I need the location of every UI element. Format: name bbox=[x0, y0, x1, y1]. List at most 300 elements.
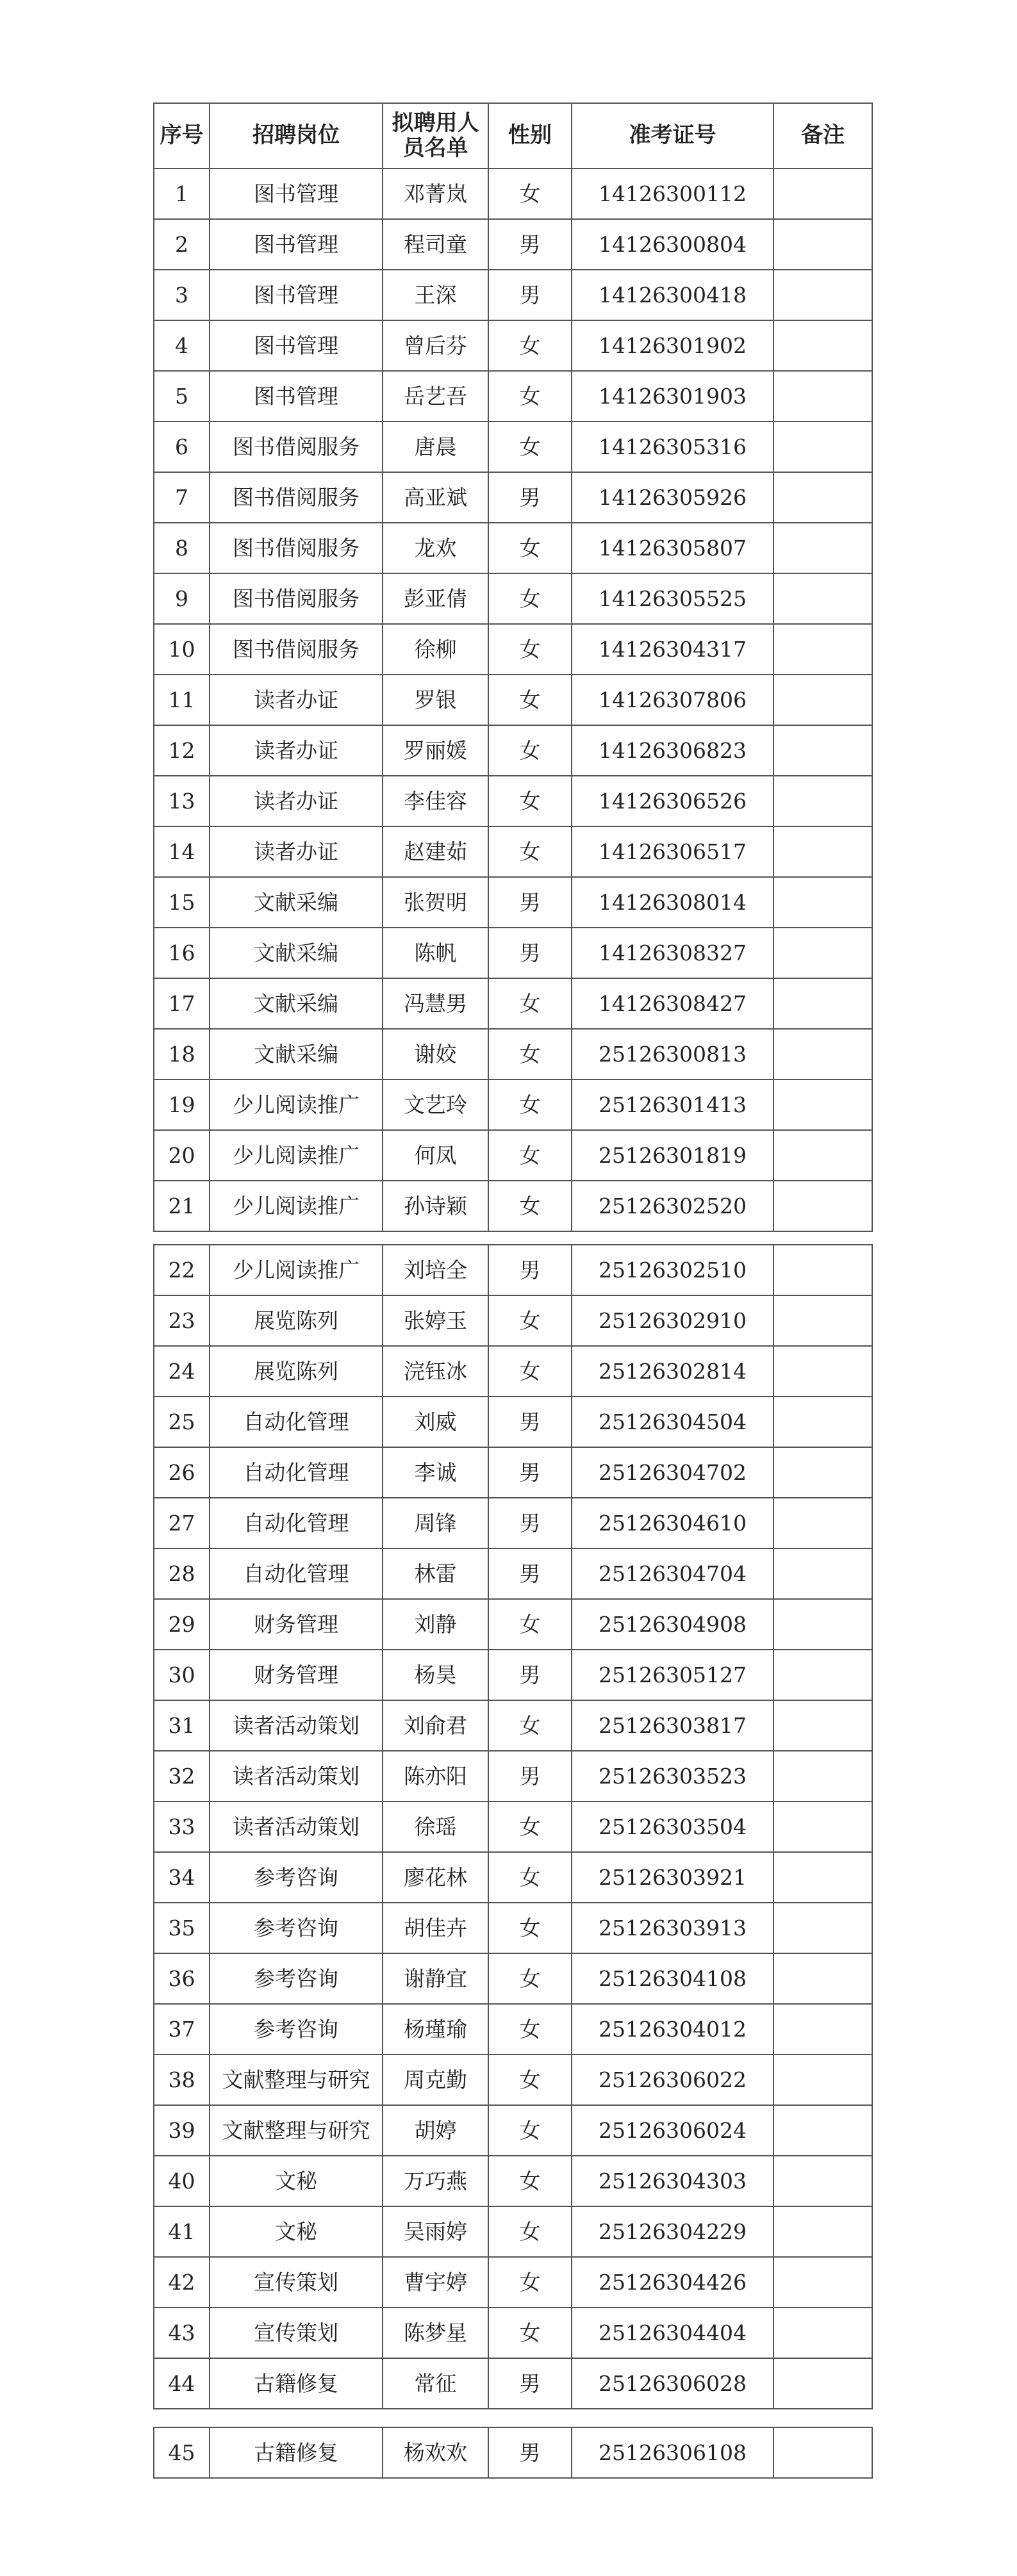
cell-position: 读者办证 bbox=[210, 776, 383, 826]
cell-name: 罗银 bbox=[383, 675, 488, 725]
table-row bbox=[154, 1346, 872, 1397]
cell-position: 文献采编 bbox=[210, 1029, 383, 1079]
cell-name: 刘静 bbox=[383, 1599, 488, 1650]
cell-exam-id: 25126304404 bbox=[572, 2308, 773, 2358]
table-row bbox=[154, 1801, 872, 1852]
cell-gender: 女 bbox=[488, 2257, 572, 2308]
cell-serial: 30 bbox=[154, 1650, 210, 1700]
cell-serial: 14 bbox=[154, 826, 210, 877]
cell-gender: 男 bbox=[488, 1650, 572, 1700]
cell-remarks bbox=[773, 978, 872, 1029]
cell-serial: 32 bbox=[154, 1751, 210, 1801]
table-row bbox=[154, 1953, 872, 2004]
cell-exam-id: 25126303504 bbox=[572, 1801, 773, 1852]
header-candidate-name: 拟聘用人员名单 bbox=[383, 103, 488, 168]
cell-name: 刘威 bbox=[383, 1397, 488, 1447]
cell-remarks bbox=[773, 371, 872, 422]
table-row bbox=[154, 725, 872, 776]
cell-position: 财务管理 bbox=[210, 1650, 383, 1700]
cell-remarks bbox=[773, 1079, 872, 1130]
cell-serial: 41 bbox=[154, 2206, 210, 2257]
table-row bbox=[154, 2004, 872, 2055]
table-row bbox=[154, 219, 872, 270]
cell-gender: 女 bbox=[488, 2156, 572, 2206]
cell-position: 参考咨询 bbox=[210, 1953, 383, 2004]
cell-remarks bbox=[773, 1599, 872, 1650]
table-row bbox=[154, 1650, 872, 1700]
cell-remarks bbox=[773, 472, 872, 523]
cell-name: 周克勤 bbox=[383, 2055, 488, 2105]
cell-gender: 女 bbox=[488, 1801, 572, 1852]
cell-name: 万巧燕 bbox=[383, 2156, 488, 2206]
cell-name: 吴雨婷 bbox=[383, 2206, 488, 2257]
cell-serial: 31 bbox=[154, 1700, 210, 1751]
cell-position: 文秘 bbox=[210, 2206, 383, 2257]
cell-name: 彭亚倩 bbox=[383, 573, 488, 624]
cell-gender: 男 bbox=[488, 1397, 572, 1447]
cell-serial: 39 bbox=[154, 2105, 210, 2156]
table-row bbox=[154, 1548, 872, 1599]
cell-gender: 女 bbox=[488, 675, 572, 725]
table-row bbox=[154, 1903, 872, 1953]
cell-position: 文献采编 bbox=[210, 928, 383, 978]
cell-position: 读者活动策划 bbox=[210, 1801, 383, 1852]
cell-remarks bbox=[773, 2308, 872, 2358]
cell-serial: 45 bbox=[154, 2427, 210, 2478]
cell-serial: 33 bbox=[154, 1801, 210, 1852]
cell-exam-id: 25126304303 bbox=[572, 2156, 773, 2206]
cell-position: 图书借阅服务 bbox=[210, 523, 383, 573]
cell-name: 周锋 bbox=[383, 1498, 488, 1548]
table-row bbox=[154, 776, 872, 826]
cell-name: 冯慧男 bbox=[383, 978, 488, 1029]
table-row bbox=[154, 2308, 872, 2358]
table-row bbox=[154, 168, 872, 219]
cell-serial: 29 bbox=[154, 1599, 210, 1650]
cell-serial: 17 bbox=[154, 978, 210, 1029]
cell-serial: 11 bbox=[154, 675, 210, 725]
cell-serial: 7 bbox=[154, 472, 210, 523]
cell-exam-id: 25126304108 bbox=[572, 1953, 773, 2004]
cell-exam-id: 14126308327 bbox=[572, 928, 773, 978]
cell-gender: 男 bbox=[488, 928, 572, 978]
cell-name: 罗丽媛 bbox=[383, 725, 488, 776]
cell-position: 读者活动策划 bbox=[210, 1700, 383, 1751]
cell-name: 林雷 bbox=[383, 1548, 488, 1599]
table-row bbox=[154, 422, 872, 472]
cell-gender: 女 bbox=[488, 1029, 572, 1079]
cell-gender: 男 bbox=[488, 270, 572, 320]
cell-remarks bbox=[773, 2257, 872, 2308]
cell-exam-id: 25126306024 bbox=[572, 2105, 773, 2156]
cell-remarks bbox=[773, 1548, 872, 1599]
cell-exam-id: 25126306028 bbox=[572, 2358, 773, 2409]
cell-gender: 女 bbox=[488, 168, 572, 219]
cell-exam-id: 14126306526 bbox=[572, 776, 773, 826]
cell-exam-id: 14126306517 bbox=[572, 826, 773, 877]
cell-gender: 女 bbox=[488, 371, 572, 422]
cell-serial: 38 bbox=[154, 2055, 210, 2105]
cell-exam-id: 14126304317 bbox=[572, 624, 773, 675]
cell-serial: 6 bbox=[154, 422, 210, 472]
cell-serial: 23 bbox=[154, 1295, 210, 1346]
cell-gender: 男 bbox=[488, 2358, 572, 2409]
cell-name: 徐瑶 bbox=[383, 1801, 488, 1852]
cell-exam-id: 14126308014 bbox=[572, 877, 773, 928]
cell-remarks bbox=[773, 928, 872, 978]
cell-gender: 女 bbox=[488, 725, 572, 776]
cell-position: 参考咨询 bbox=[210, 1903, 383, 1953]
cell-exam-id: 14126305926 bbox=[572, 472, 773, 523]
cell-remarks bbox=[773, 219, 872, 270]
cell-position: 参考咨询 bbox=[210, 2004, 383, 2055]
cell-exam-id: 14126305807 bbox=[572, 523, 773, 573]
cell-serial: 36 bbox=[154, 1953, 210, 2004]
cell-serial: 15 bbox=[154, 877, 210, 928]
cell-exam-id: 25126303523 bbox=[572, 1751, 773, 1801]
cell-serial: 13 bbox=[154, 776, 210, 826]
table-row bbox=[154, 1852, 872, 1903]
cell-exam-id: 25126305127 bbox=[572, 1650, 773, 1700]
cell-name: 廖花林 bbox=[383, 1852, 488, 1903]
cell-name: 浣钰冰 bbox=[383, 1346, 488, 1397]
cell-name: 刘俞君 bbox=[383, 1700, 488, 1751]
cell-remarks bbox=[773, 270, 872, 320]
cell-gender: 女 bbox=[488, 776, 572, 826]
cell-gender: 女 bbox=[488, 2206, 572, 2257]
table-row bbox=[154, 624, 872, 675]
cell-name: 邓菁岚 bbox=[383, 168, 488, 219]
cell-gender: 女 bbox=[488, 624, 572, 675]
cell-exam-id: 14126305525 bbox=[572, 573, 773, 624]
cell-gender: 女 bbox=[488, 2004, 572, 2055]
cell-position: 自动化管理 bbox=[210, 1498, 383, 1548]
cell-position: 少儿阅读推广 bbox=[210, 1181, 383, 1231]
cell-name: 程司童 bbox=[383, 219, 488, 270]
cell-serial: 24 bbox=[154, 1346, 210, 1397]
cell-remarks bbox=[773, 1700, 872, 1751]
cell-gender: 男 bbox=[488, 1751, 572, 1801]
cell-gender: 女 bbox=[488, 2055, 572, 2105]
cell-serial: 20 bbox=[154, 1130, 210, 1181]
cell-gender: 女 bbox=[488, 1181, 572, 1231]
cell-gender: 女 bbox=[488, 1295, 572, 1346]
cell-name: 杨昊 bbox=[383, 1650, 488, 1700]
cell-name: 曹宇婷 bbox=[383, 2257, 488, 2308]
cell-position: 图书借阅服务 bbox=[210, 472, 383, 523]
hire-list-table-part-2 bbox=[153, 1244, 873, 2409]
cell-serial: 9 bbox=[154, 573, 210, 624]
cell-name: 岳艺吾 bbox=[383, 371, 488, 422]
cell-serial: 1 bbox=[154, 168, 210, 219]
cell-exam-id: 25126304610 bbox=[572, 1498, 773, 1548]
cell-position: 文秘 bbox=[210, 2156, 383, 2206]
cell-position: 少儿阅读推广 bbox=[210, 1079, 383, 1130]
cell-serial: 37 bbox=[154, 2004, 210, 2055]
cell-position: 读者办证 bbox=[210, 725, 383, 776]
table-row bbox=[154, 675, 872, 725]
cell-position: 自动化管理 bbox=[210, 1397, 383, 1447]
cell-position: 图书管理 bbox=[210, 371, 383, 422]
cell-serial: 35 bbox=[154, 1903, 210, 1953]
cell-remarks bbox=[773, 1953, 872, 2004]
cell-name: 王深 bbox=[383, 270, 488, 320]
cell-exam-id: 25126302510 bbox=[572, 1245, 773, 1295]
cell-gender: 女 bbox=[488, 1130, 572, 1181]
cell-exam-id: 14126300112 bbox=[572, 168, 773, 219]
cell-remarks bbox=[773, 320, 872, 371]
hire-list-table-part-1 bbox=[153, 103, 873, 1232]
cell-position: 古籍修复 bbox=[210, 2358, 383, 2409]
cell-remarks bbox=[773, 1447, 872, 1498]
table-row bbox=[154, 2105, 872, 2156]
cell-name: 陈亦阳 bbox=[383, 1751, 488, 1801]
cell-gender: 女 bbox=[488, 1599, 572, 1650]
cell-remarks bbox=[773, 624, 872, 675]
header-gender: 性别 bbox=[488, 103, 572, 168]
cell-position: 文献整理与研究 bbox=[210, 2055, 383, 2105]
cell-exam-id: 25126304704 bbox=[572, 1548, 773, 1599]
cell-position: 展览陈列 bbox=[210, 1295, 383, 1346]
table-row bbox=[154, 1181, 872, 1231]
cell-remarks bbox=[773, 1295, 872, 1346]
table-row bbox=[154, 1700, 872, 1751]
table-row bbox=[154, 2358, 872, 2409]
cell-position: 古籍修复 bbox=[210, 2427, 383, 2478]
cell-exam-id: 25126304229 bbox=[572, 2206, 773, 2257]
cell-position: 图书借阅服务 bbox=[210, 422, 383, 472]
cell-serial: 43 bbox=[154, 2308, 210, 2358]
table-row bbox=[154, 371, 872, 422]
cell-remarks bbox=[773, 2105, 872, 2156]
cell-name: 龙欢 bbox=[383, 523, 488, 573]
table-row bbox=[154, 320, 872, 371]
cell-exam-id: 25126304504 bbox=[572, 1397, 773, 1447]
table-row bbox=[154, 1245, 872, 1295]
table-row bbox=[154, 1498, 872, 1548]
cell-position: 自动化管理 bbox=[210, 1447, 383, 1498]
cell-remarks bbox=[773, 2156, 872, 2206]
cell-remarks bbox=[773, 2055, 872, 2105]
cell-remarks bbox=[773, 523, 872, 573]
table-row bbox=[154, 472, 872, 523]
cell-position: 图书管理 bbox=[210, 168, 383, 219]
cell-serial: 44 bbox=[154, 2358, 210, 2409]
cell-serial: 27 bbox=[154, 1498, 210, 1548]
cell-position: 读者办证 bbox=[210, 675, 383, 725]
cell-gender: 女 bbox=[488, 1079, 572, 1130]
cell-name: 唐晨 bbox=[383, 422, 488, 472]
cell-gender: 男 bbox=[488, 1245, 572, 1295]
cell-name: 常征 bbox=[383, 2358, 488, 2409]
cell-serial: 22 bbox=[154, 1245, 210, 1295]
cell-position: 图书借阅服务 bbox=[210, 573, 383, 624]
cell-serial: 3 bbox=[154, 270, 210, 320]
cell-serial: 42 bbox=[154, 2257, 210, 2308]
cell-name: 杨瑾瑜 bbox=[383, 2004, 488, 2055]
cell-exam-id: 25126300813 bbox=[572, 1029, 773, 1079]
table-row bbox=[154, 523, 872, 573]
cell-remarks bbox=[773, 725, 872, 776]
cell-gender: 男 bbox=[488, 1548, 572, 1599]
cell-position: 少儿阅读推广 bbox=[210, 1130, 383, 1181]
table-row bbox=[154, 2206, 872, 2257]
cell-gender: 女 bbox=[488, 1700, 572, 1751]
header-position: 招聘岗位 bbox=[210, 103, 383, 168]
cell-name: 曾后芬 bbox=[383, 320, 488, 371]
cell-gender: 女 bbox=[488, 2105, 572, 2156]
cell-exam-id: 14126305316 bbox=[572, 422, 773, 472]
cell-remarks bbox=[773, 1397, 872, 1447]
table-header-row bbox=[154, 103, 872, 168]
table-row bbox=[154, 1397, 872, 1447]
cell-gender: 男 bbox=[488, 877, 572, 928]
cell-name: 胡婷 bbox=[383, 2105, 488, 2156]
cell-remarks bbox=[773, 422, 872, 472]
table-row bbox=[154, 1599, 872, 1650]
cell-exam-id: 25126303817 bbox=[572, 1700, 773, 1751]
cell-position: 少儿阅读推广 bbox=[210, 1245, 383, 1295]
cell-name: 刘培全 bbox=[383, 1245, 488, 1295]
cell-position: 图书借阅服务 bbox=[210, 624, 383, 675]
table-row bbox=[154, 2427, 872, 2478]
cell-remarks bbox=[773, 573, 872, 624]
cell-remarks bbox=[773, 877, 872, 928]
table-row bbox=[154, 826, 872, 877]
cell-position: 文献采编 bbox=[210, 978, 383, 1029]
cell-position: 读者办证 bbox=[210, 826, 383, 877]
cell-position: 宣传策划 bbox=[210, 2308, 383, 2358]
cell-gender: 男 bbox=[488, 1498, 572, 1548]
cell-gender: 女 bbox=[488, 1953, 572, 2004]
cell-serial: 40 bbox=[154, 2156, 210, 2206]
cell-exam-id: 14126300418 bbox=[572, 270, 773, 320]
cell-remarks bbox=[773, 1852, 872, 1903]
cell-serial: 19 bbox=[154, 1079, 210, 1130]
cell-name: 谢姣 bbox=[383, 1029, 488, 1079]
table-row bbox=[154, 1029, 872, 1079]
cell-gender: 女 bbox=[488, 422, 572, 472]
cell-exam-id: 14126301903 bbox=[572, 371, 773, 422]
cell-gender: 男 bbox=[488, 219, 572, 270]
cell-serial: 10 bbox=[154, 624, 210, 675]
table-row bbox=[154, 1447, 872, 1498]
cell-gender: 男 bbox=[488, 472, 572, 523]
cell-gender: 女 bbox=[488, 573, 572, 624]
cell-name: 张婷玉 bbox=[383, 1295, 488, 1346]
table-body-part-2 bbox=[154, 1245, 872, 2409]
cell-remarks bbox=[773, 1650, 872, 1700]
cell-name: 胡佳卉 bbox=[383, 1903, 488, 1953]
table-row bbox=[154, 1295, 872, 1346]
cell-position: 参考咨询 bbox=[210, 1852, 383, 1903]
cell-position: 图书管理 bbox=[210, 219, 383, 270]
cell-gender: 女 bbox=[488, 1346, 572, 1397]
cell-name: 李佳容 bbox=[383, 776, 488, 826]
table-row bbox=[154, 1751, 872, 1801]
cell-exam-id: 25126306108 bbox=[572, 2427, 773, 2478]
cell-exam-id: 25126301413 bbox=[572, 1079, 773, 1130]
cell-position: 自动化管理 bbox=[210, 1548, 383, 1599]
cell-gender: 女 bbox=[488, 523, 572, 573]
table-row bbox=[154, 1130, 872, 1181]
cell-gender: 女 bbox=[488, 1852, 572, 1903]
cell-remarks bbox=[773, 2206, 872, 2257]
cell-remarks bbox=[773, 2358, 872, 2409]
cell-name: 陈帆 bbox=[383, 928, 488, 978]
cell-serial: 28 bbox=[154, 1548, 210, 1599]
cell-position: 图书管理 bbox=[210, 270, 383, 320]
cell-exam-id: 25126303921 bbox=[572, 1852, 773, 1903]
cell-exam-id: 25126301819 bbox=[572, 1130, 773, 1181]
cell-remarks bbox=[773, 1130, 872, 1181]
cell-exam-id: 14126308427 bbox=[572, 978, 773, 1029]
table-row bbox=[154, 877, 872, 928]
header-serial: 序号 bbox=[154, 103, 210, 168]
cell-serial: 26 bbox=[154, 1447, 210, 1498]
cell-gender: 女 bbox=[488, 1903, 572, 1953]
table-row bbox=[154, 270, 872, 320]
cell-exam-id: 14126306823 bbox=[572, 725, 773, 776]
cell-gender: 女 bbox=[488, 826, 572, 877]
cell-name: 李诚 bbox=[383, 1447, 488, 1498]
cell-gender: 女 bbox=[488, 320, 572, 371]
cell-gender: 男 bbox=[488, 1447, 572, 1498]
cell-remarks bbox=[773, 826, 872, 877]
cell-serial: 5 bbox=[154, 371, 210, 422]
cell-serial: 8 bbox=[154, 523, 210, 573]
cell-remarks bbox=[773, 1346, 872, 1397]
cell-exam-id: 25126303913 bbox=[572, 1903, 773, 1953]
cell-remarks bbox=[773, 2004, 872, 2055]
cell-position: 读者活动策划 bbox=[210, 1751, 383, 1801]
cell-name: 文艺玲 bbox=[383, 1079, 488, 1130]
cell-exam-id: 14126307806 bbox=[572, 675, 773, 725]
cell-exam-id: 25126302814 bbox=[572, 1346, 773, 1397]
cell-serial: 18 bbox=[154, 1029, 210, 1079]
table-row bbox=[154, 1079, 872, 1130]
cell-exam-id: 25126304012 bbox=[572, 2004, 773, 2055]
cell-serial: 21 bbox=[154, 1181, 210, 1231]
header-remarks: 备注 bbox=[773, 103, 872, 168]
cell-exam-id: 25126302520 bbox=[572, 1181, 773, 1231]
table-row bbox=[154, 978, 872, 1029]
cell-name: 何凤 bbox=[383, 1130, 488, 1181]
cell-name: 张贺明 bbox=[383, 877, 488, 928]
cell-serial: 25 bbox=[154, 1397, 210, 1447]
table-row bbox=[154, 2257, 872, 2308]
table-row bbox=[154, 2156, 872, 2206]
cell-gender: 女 bbox=[488, 978, 572, 1029]
cell-position: 文献整理与研究 bbox=[210, 2105, 383, 2156]
cell-serial: 34 bbox=[154, 1852, 210, 1903]
cell-remarks bbox=[773, 168, 872, 219]
cell-position: 财务管理 bbox=[210, 1599, 383, 1650]
cell-remarks bbox=[773, 2427, 872, 2478]
cell-exam-id: 25126304908 bbox=[572, 1599, 773, 1650]
cell-name: 谢静宜 bbox=[383, 1953, 488, 2004]
cell-exam-id: 25126306022 bbox=[572, 2055, 773, 2105]
table-row bbox=[154, 928, 872, 978]
cell-remarks bbox=[773, 1751, 872, 1801]
cell-remarks bbox=[773, 1801, 872, 1852]
header-exam-id: 准考证号 bbox=[572, 103, 773, 168]
cell-remarks bbox=[773, 1903, 872, 1953]
cell-remarks bbox=[773, 776, 872, 826]
cell-name: 赵建茹 bbox=[383, 826, 488, 877]
hire-list-table-part-3 bbox=[153, 2427, 873, 2479]
cell-gender: 男 bbox=[488, 2427, 572, 2478]
